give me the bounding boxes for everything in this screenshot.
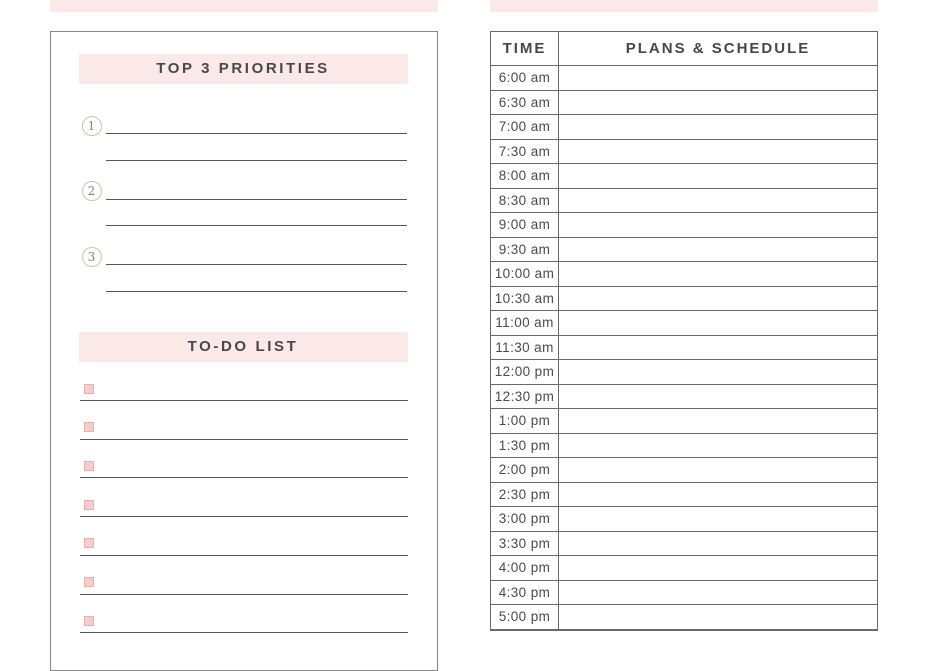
schedule-plan-cell[interactable]: [559, 238, 877, 262]
schedule-row: [491, 238, 877, 263]
schedule-plan-cell[interactable]: [559, 581, 877, 605]
todo-checkbox[interactable]: [84, 461, 94, 471]
priority-number-badge: 3: [82, 247, 102, 267]
schedule-time-cell: 9:00 am: [491, 213, 559, 237]
priority-writing-line[interactable]: [106, 160, 407, 161]
schedule-row: [491, 605, 877, 630]
schedule-plan-cell[interactable]: [559, 385, 877, 409]
schedule-row: [491, 213, 877, 238]
schedule-header-row: [491, 32, 877, 66]
todo-writing-line[interactable]: [80, 555, 409, 556]
schedule-row: [491, 360, 877, 385]
schedule-row: [491, 115, 877, 140]
schedule-row: [491, 532, 877, 557]
schedule-row: [491, 164, 877, 189]
schedule-time-cell: 2:00 pm: [491, 458, 559, 482]
schedule-plan-cell[interactable]: [559, 507, 877, 531]
todo-writing-line[interactable]: [80, 477, 409, 478]
time-header-label: TIME: [502, 40, 547, 57]
priority-writing-line[interactable]: [106, 133, 407, 134]
schedule-row: [491, 458, 877, 483]
priorities-header: [79, 54, 408, 84]
schedule-plan-cell[interactable]: [559, 91, 877, 115]
todo-checkbox[interactable]: [84, 422, 94, 432]
priority-writing-line[interactable]: [106, 264, 407, 265]
todo-checkbox[interactable]: [84, 577, 94, 587]
priority-number-badge: 1: [82, 116, 102, 136]
priorities-title: TOP 3 PRIORITIES: [156, 60, 330, 77]
schedule-plan-cell[interactable]: [559, 434, 877, 458]
schedule-plan-cell[interactable]: [559, 213, 877, 237]
plans-header-label: PLANS & SCHEDULE: [625, 40, 811, 57]
todo-writing-line[interactable]: [80, 439, 409, 440]
schedule-time-cell: 12:00 pm: [491, 360, 559, 384]
schedule-row: [491, 140, 877, 165]
schedule-time-cell: 12:30 pm: [491, 385, 559, 409]
schedule-plan-cell[interactable]: [559, 311, 877, 335]
schedule-row: [491, 556, 877, 581]
schedule-time-cell: 3:00 pm: [491, 507, 559, 531]
schedule-plan-cell[interactable]: [559, 189, 877, 213]
schedule-plan-cell[interactable]: [559, 262, 877, 286]
time-header-cell: [491, 32, 559, 65]
schedule-plan-cell[interactable]: [559, 360, 877, 384]
priority-writing-line[interactable]: [106, 199, 407, 200]
schedule-row: [491, 409, 877, 434]
priorities-panel: [50, 31, 438, 671]
schedule-rows: [491, 66, 877, 630]
schedule-time-cell: 11:00 am: [491, 311, 559, 335]
schedule-row: [491, 287, 877, 312]
todo-writing-line[interactable]: [80, 632, 409, 633]
schedule-plan-cell[interactable]: [559, 287, 877, 311]
schedule-plan-cell[interactable]: [559, 66, 877, 90]
schedule-time-cell: 3:30 pm: [491, 532, 559, 556]
schedule-panel: [490, 31, 878, 631]
schedule-plan-cell[interactable]: [559, 556, 877, 580]
schedule-row: [491, 385, 877, 410]
schedule-plan-cell[interactable]: [559, 483, 877, 507]
schedule-row: [491, 66, 877, 91]
priority-writing-line[interactable]: [106, 291, 407, 292]
schedule-row: [491, 311, 877, 336]
schedule-plan-cell[interactable]: [559, 140, 877, 164]
schedule-time-cell: 2:30 pm: [491, 483, 559, 507]
schedule-time-cell: 10:00 am: [491, 262, 559, 286]
schedule-plan-cell[interactable]: [559, 532, 877, 556]
schedule-time-cell: 9:30 am: [491, 238, 559, 262]
todo-checkbox[interactable]: [84, 538, 94, 548]
plans-header-cell: [559, 32, 877, 65]
schedule-row: [491, 581, 877, 606]
schedule-row: [491, 91, 877, 116]
schedule-time-cell: 1:30 pm: [491, 434, 559, 458]
schedule-time-cell: 8:30 am: [491, 189, 559, 213]
todo-checkbox[interactable]: [84, 384, 94, 394]
todo-header: [79, 332, 408, 362]
schedule-time-cell: 7:30 am: [491, 140, 559, 164]
schedule-row: [491, 189, 877, 214]
schedule-time-cell: 4:00 pm: [491, 556, 559, 580]
schedule-row: [491, 434, 877, 459]
schedule-row: [491, 483, 877, 508]
schedule-time-cell: 10:30 am: [491, 287, 559, 311]
schedule-time-cell: 11:30 am: [491, 336, 559, 360]
schedule-plan-cell[interactable]: [559, 409, 877, 433]
schedule-plan-cell[interactable]: [559, 115, 877, 139]
todo-writing-line[interactable]: [80, 400, 409, 401]
top-accent-bar-left: [50, 0, 438, 12]
schedule-time-cell: 8:00 am: [491, 164, 559, 188]
schedule-plan-cell[interactable]: [559, 336, 877, 360]
schedule-time-cell: 6:30 am: [491, 91, 559, 115]
priority-number-badge: 2: [82, 181, 102, 201]
schedule-time-cell: 5:00 pm: [491, 605, 559, 629]
todo-checkbox[interactable]: [84, 616, 94, 626]
todo-checkbox[interactable]: [84, 500, 94, 510]
schedule-time-cell: 4:30 pm: [491, 581, 559, 605]
schedule-row: [491, 336, 877, 361]
schedule-row: [491, 507, 877, 532]
schedule-time-cell: 6:00 am: [491, 66, 559, 90]
schedule-plan-cell[interactable]: [559, 164, 877, 188]
schedule-time-cell: 7:00 am: [491, 115, 559, 139]
todo-title: TO-DO LIST: [187, 338, 299, 355]
priority-writing-line[interactable]: [106, 225, 407, 226]
top-accent-bar-right: [490, 0, 878, 12]
todo-writing-line[interactable]: [80, 516, 409, 517]
schedule-plan-cell[interactable]: [559, 458, 877, 482]
schedule-row: [491, 262, 877, 287]
todo-writing-line[interactable]: [80, 594, 409, 595]
schedule-time-cell: 1:00 pm: [491, 409, 559, 433]
schedule-plan-cell[interactable]: [559, 605, 877, 629]
